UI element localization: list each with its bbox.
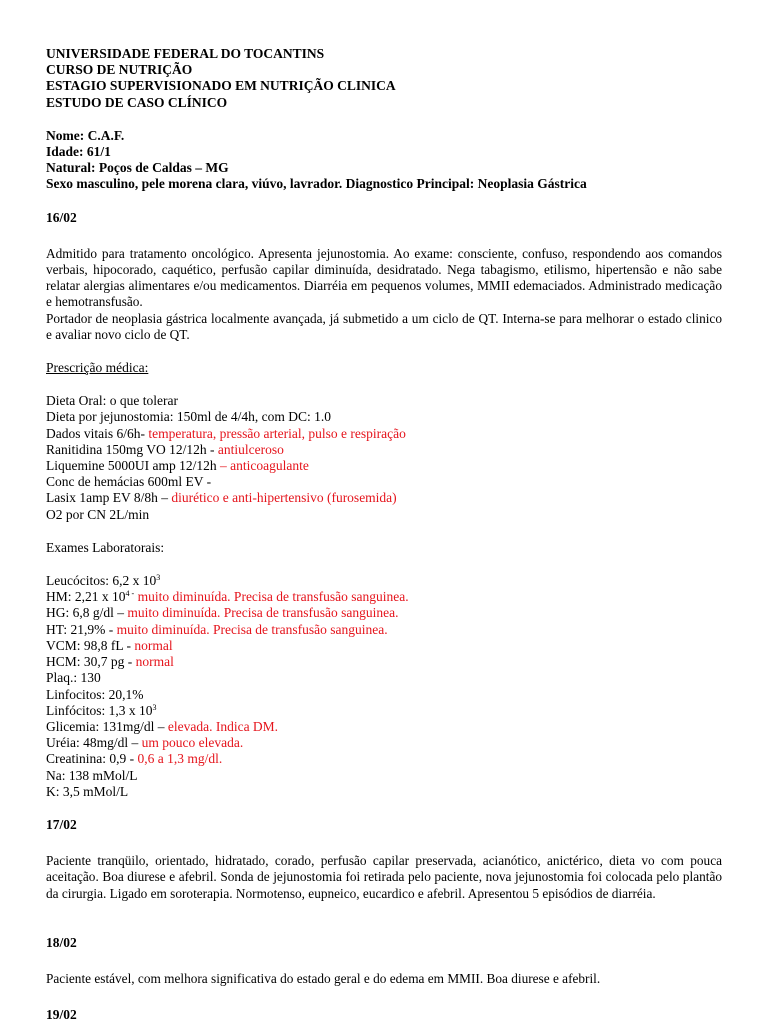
prescription-item: Dados vitais 6/6h- temperatura, pressão arterial, pulso e respiração: [46, 425, 406, 441]
prescription-list: [46, 393, 722, 523]
header-course: CURSO DE NUTRIÇÃO: [46, 62, 193, 78]
lab-note: muito diminuída. Precisa de transfusão sanguinea.: [127, 605, 399, 621]
patient-summary: Sexo masculino, pele morena clara, viúvo, lavrador. Diagnostico Principal: Neoplasia Gástrica: [46, 176, 587, 192]
lab-item: HG: 6,8 g/dl – muito diminuída. Precisa de transfusão sanguinea.: [46, 605, 399, 621]
header-case-study: ESTUDO DE CASO CLÍNICO: [46, 94, 228, 110]
patient-origin: Natural: Poços de Caldas – MG: [46, 160, 229, 176]
prescription-item: Lasix 1amp EV 8/8h – diurético e anti-hipertensivo (furosemida): [46, 490, 397, 506]
evolution-paragraph-18-02: Paciente estável, com melhora significativa do estado geral e do edema em MMII. Boa diurese e afebril.: [46, 970, 601, 986]
date-heading-19-02: 19/02: [46, 1007, 77, 1023]
patient-name: Nome: C.A.F.: [46, 127, 125, 143]
lab-item: K: 3,5 mMol/L: [46, 783, 129, 799]
date-heading-17-02: 17/02: [46, 816, 77, 832]
date-heading-18-02: 18/02: [46, 934, 77, 950]
lab-item: Plaq.: 130: [46, 670, 101, 686]
admission-paragraph: Admitido para tratamento oncológico. Apresenta jejunostomia. Ao exame: consciente, confuso, respondendo aos comandos verbais, hipocorado, caquético, perfusão capilar diminuída, desidratado. Nega tabagismo, etilismo, hipertensão e não sabe relatar alergias alimentares e/ou medicamentos. Diarréia em pequenos volumes, MMII edemaciados. Administrado medicação e hemotransfusão.: [46, 245, 722, 310]
prescription-item: Conc de hemácias 600ml EV -: [46, 474, 212, 490]
lab-note: elevada. Indica DM.: [167, 718, 279, 734]
document-page: [46, 46, 722, 1023]
patient-age: Idade: 61/1: [46, 144, 111, 160]
prescription-heading: Prescrição médica:: [46, 360, 149, 376]
lab-item: Creatinina: 0,9 - 0,6 a 1,3 mg/dl.: [46, 751, 223, 767]
labs-heading: Exames Laboratorais:: [46, 539, 165, 555]
evolution-paragraph-17-02: Paciente tranqüilo, orientado, hidratado, corado, perfusão capilar preservada, acianótico, anictérico, dieta vo com pouca aceitação. Boa diurese e afebril. Sonda de jejunostomia foi retirada pelo paciente, nova jejunostomia foi colocada pelo plantão da cirurgia. Ligado em soroterapia. Normotenso, eupneico, eucardico e afebril. Apresentou 5 episódios de diarréia.: [46, 853, 722, 901]
prescription-note: antiulceroso: [217, 441, 284, 457]
lab-item: HT: 21,9% - muito diminuída. Precisa de transfusão sanguinea.: [46, 621, 388, 637]
date-heading-16-02: 16/02: [46, 209, 77, 225]
lab-note: normal: [134, 637, 173, 653]
lab-item: HM: 2,21 x $10^{4 -}$ muito diminuída. Precisa de transfusão sanguinea.: [46, 589, 409, 605]
prescription-note: diurético e anti-hipertensivo (furosemida): [171, 490, 397, 506]
labs-list: [46, 573, 722, 800]
lab-item: Uréia: 48mg/dl – um pouco elevada.: [46, 735, 244, 751]
lab-note: muito diminuída. Precisa de transfusão sanguinea.: [116, 621, 388, 637]
lab-note: 0,6 a 1,3 mg/dl.: [137, 751, 223, 767]
lab-item: Na: 138 mMol/L: [46, 767, 138, 783]
lab-item: Leucócitos: 6,2 x $10^3$: [46, 573, 161, 589]
prescription-item: Ranitidina 150mg VO 12/12h - antiulceroso: [46, 441, 284, 457]
lab-item: VCM: 98,8 fL - normal: [46, 637, 173, 653]
lab-item: Glicemia: 131mg/dl – elevada. Indica DM.: [46, 718, 279, 734]
history-paragraph: Portador de neoplasia gástrica localmente avançada, já submetido a um ciclo de QT. Interna-se para melhorar o estado clinico e avaliar novo ciclo de QT.: [46, 310, 722, 342]
header-university: UNIVERSIDADE FEDERAL DO TOCANTINS: [46, 46, 325, 61]
lab-item: Linfocitos: 20,1%: [46, 686, 144, 702]
prescription-item: Dieta Oral: o que tolerar: [46, 393, 178, 409]
prescription-note: – anticoagulante: [219, 458, 309, 474]
prescription-item: Dieta por jejunostomia: 150ml de 4/4h, com DC: 1.0: [46, 409, 331, 425]
header-internship: ESTAGIO SUPERVISIONADO EM NUTRIÇÃO CLINICA: [46, 78, 396, 94]
lab-note: um pouco elevada.: [141, 735, 244, 751]
prescription-note: temperatura, pressão arterial, pulso e respiração: [148, 425, 406, 441]
lab-item: HCM: 30,7 pg - normal: [46, 654, 174, 670]
prescription-item: Liquemine 5000UI amp 12/12h – anticoagulante: [46, 458, 309, 474]
lab-item: Linfócitos: 1,3 x $10^3$: [46, 702, 157, 718]
prescription-item: O2 por CN 2L/min: [46, 506, 150, 522]
lab-note: muito diminuída. Precisa de transfusão sanguinea.: [134, 589, 409, 605]
lab-note: normal: [135, 654, 174, 670]
